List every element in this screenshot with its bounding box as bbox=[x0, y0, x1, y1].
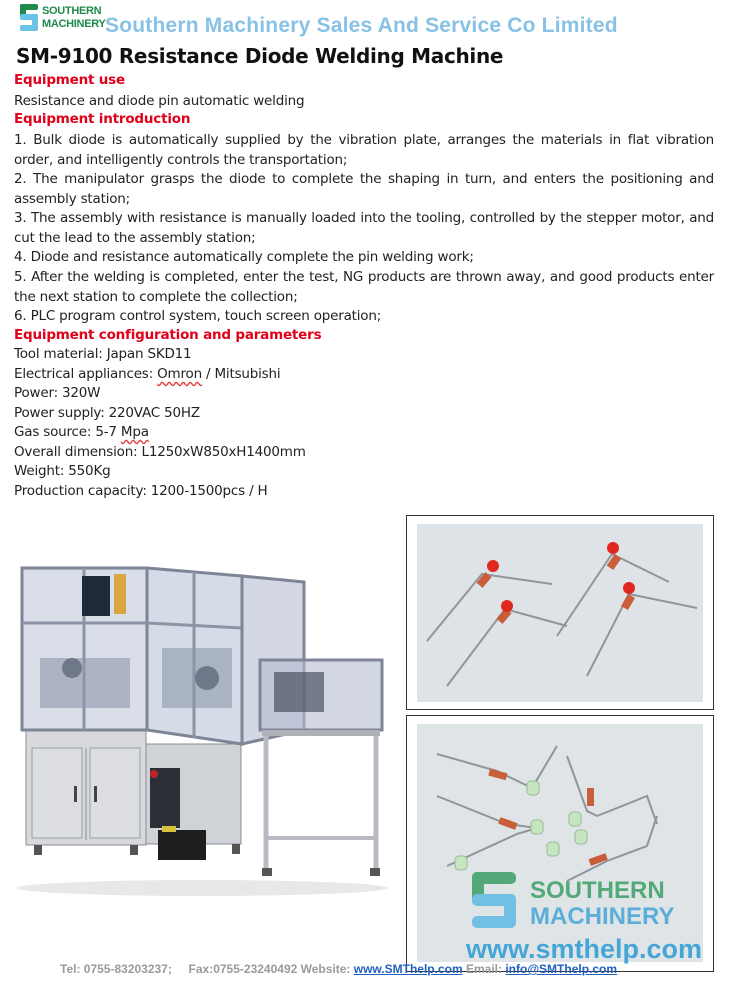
footer-contact bbox=[60, 962, 617, 976]
intro-item-4: 4. Diode and resistance automatically complete the pin welding work; bbox=[14, 249, 474, 265]
heading-equipment-introduction: Equipment introduction bbox=[14, 111, 191, 127]
param-electrical bbox=[14, 366, 280, 382]
logo-mark-icon bbox=[18, 3, 40, 33]
intro-item-6: 6. PLC program control system, touch screen operation; bbox=[14, 308, 382, 324]
watermark-url: www.smthelp.com bbox=[466, 934, 703, 964]
footer-email-link[interactable]: info@SMThelp.com bbox=[505, 962, 618, 976]
param-electrical-brand: Omron bbox=[157, 366, 202, 382]
intro-item-1: 1. Bulk diode is automatically supplied by the vibration plate, arranges the materials in flat vibration order, and intelligently controls the transportation; bbox=[14, 132, 714, 168]
document-title: SM-9100 Resistance Diode Welding Machine bbox=[16, 44, 504, 68]
intro-item-3: 3. The assembly with resistance is manually loaded into the tooling, controlled by the stepper motor, and cut the lead to the assembly station; bbox=[14, 210, 714, 246]
param-power: Power: 320W bbox=[14, 385, 101, 401]
param-electrical-suffix: / Mitsubishi bbox=[201, 366, 281, 382]
heading-equipment-use: Equipment use bbox=[14, 72, 125, 88]
param-gas-source bbox=[14, 424, 149, 440]
param-dimension: Overall dimension: L1250xW850xH1400mm bbox=[14, 444, 306, 460]
param-weight: Weight: 550Kg bbox=[14, 463, 111, 479]
param-capacity: Production capacity: 1200-1500pcs / H bbox=[14, 483, 268, 499]
param-gas-prefix: Gas source: 5-7 bbox=[14, 424, 121, 440]
logo-text-line2: MACHINERY bbox=[42, 18, 106, 30]
param-power-supply: Power supply: 220VAC 50HZ bbox=[14, 405, 200, 421]
equipment-use-text: Resistance and diode pin automatic welding bbox=[14, 93, 305, 109]
param-tool-material: Tool material: Japan SKD11 bbox=[14, 346, 192, 362]
watermark-line1: SOUTHERN bbox=[530, 877, 665, 904]
footer-website-link[interactable]: www.SMThelp.com bbox=[353, 962, 463, 976]
company-logo bbox=[18, 3, 106, 37]
intro-item-5: 5. After the welding is completed, enter the test, NG products are thrown away, and good products enter the next station to complete the collection; bbox=[14, 269, 714, 305]
footer-fax: Fax:0755-23240492 Website: bbox=[188, 962, 354, 976]
watermark-line2: MACHINERY bbox=[530, 903, 675, 930]
logo-text-line1: SOUTHERN bbox=[42, 5, 102, 17]
machine-photo bbox=[12, 548, 392, 898]
footer-email-label: Email: bbox=[462, 962, 506, 976]
heading-configuration: Equipment configuration and parameters bbox=[14, 327, 322, 343]
photo-diode-assembly-1 bbox=[406, 515, 714, 710]
param-gas-unit: Mpa bbox=[120, 424, 149, 440]
intro-item-2: 2. The manipulator grasps the diode to complete the shaping in turn, and enters the positioning and assembly station; bbox=[14, 171, 714, 207]
param-electrical-prefix: Electrical appliances: bbox=[14, 366, 158, 382]
footer-tel: Tel: 0755-83203237; bbox=[60, 962, 172, 976]
company-name: Southern Machinery Sales And Service Co Limited bbox=[105, 14, 618, 37]
watermark-logo bbox=[470, 868, 720, 932]
